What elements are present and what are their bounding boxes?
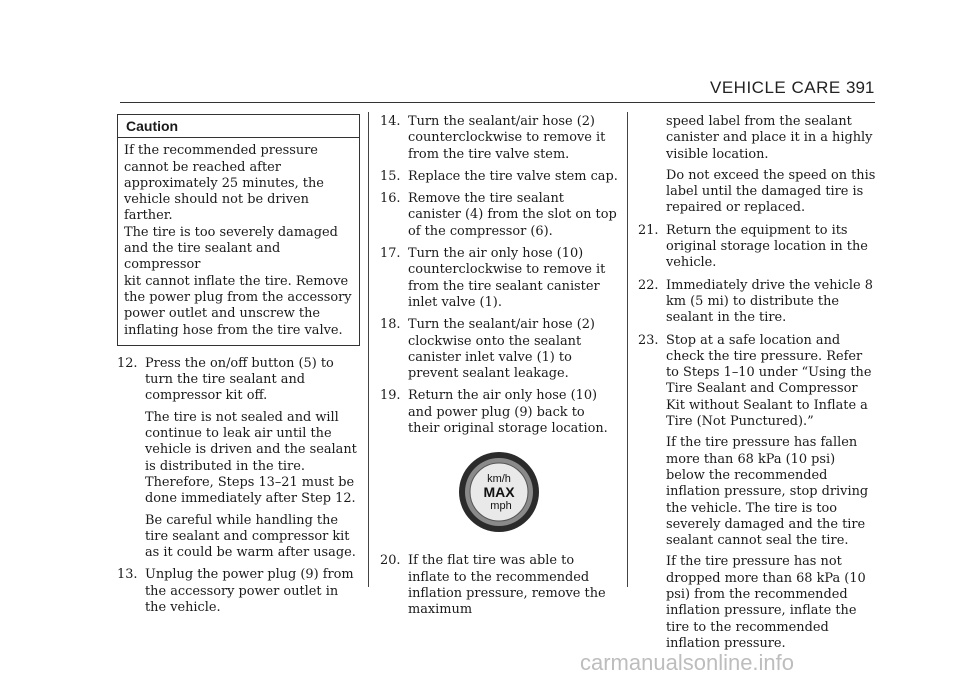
column-divider [368,112,369,587]
caution-title: Caution [118,115,359,138]
column-3 [638,114,878,658]
step-text: Press the on/off button (5) to turn the tire sealant and compressor kit off. [145,355,334,404]
step-number: 18. [380,317,401,333]
caution-line: The tire is too severely damaged [124,224,338,240]
step-12 [117,356,360,562]
step-21 [638,223,878,272]
step-note: The tire is not sealed and will continue to leak air until the vehicle is driven and the sealant is distributed in the tire. Therefore, Steps 13–21 must be done immediately after Step 12. [145,409,357,507]
caution-line: vehicle should not be driven farther. [124,192,309,224]
step-text: Turn the sealant/air hose (2) clockwise onto the sealant canister inlet valve (1) to prevent sealant leakage. [408,317,595,382]
step-22 [638,278,878,327]
step-20 [380,553,618,618]
column-divider [627,112,628,587]
column-2 [380,114,618,625]
page-number: 391 [846,78,875,97]
step-number: 22. [638,277,659,293]
caution-line: If the recommended pressure [124,143,318,159]
column-1 [117,114,360,622]
step-number: 13. [117,567,138,583]
step-number: 16. [380,191,401,207]
step-number: 19. [380,388,401,404]
step-18 [380,317,618,382]
step-note: Do not exceed the speed on this label until the damaged tire is repaired or replaced. [666,167,876,216]
caution-line: and the tire sealant and compressor [124,241,281,273]
step-14 [380,114,618,163]
step-note: Be careful while handling the tire sealant and compressor kit as it could be warm after usage. [145,512,356,561]
step-text: Turn the air only hose (10) counterclockwise to remove it from the tire sealant canister inlet valve (1). [408,246,606,310]
step-text: Remove the tire sealant canister (4) from the slot on top of the compressor (6). [408,191,617,239]
step-number: 17. [380,246,401,262]
label-unit-top: km/h [487,473,511,486]
step-text: speed label from the sealant canister and place it in a highly visible location. [666,114,873,162]
step-number: 20. [380,553,401,569]
label-max-text: MAX [483,484,515,501]
step-16 [380,191,618,240]
caution-line: power outlet and unscrew the [124,306,321,322]
step-number: 14. [380,114,401,129]
header-divider [120,102,875,103]
step-text: Replace the tire valve stem cap. [408,168,618,184]
step-17 [380,246,618,311]
label-unit-bottom: mph [490,500,512,513]
step-number: 21. [638,222,659,238]
step-23 [638,333,878,653]
caution-line: approximately 25 minutes, the [124,175,324,191]
step-text: Immediately drive the vehicle 8 km (5 mi) to distribute the sealant in the tire. [666,277,873,326]
step-text: Unplug the power plug (9) from the accessory power outlet in the vehicle. [145,567,354,616]
step-number: 12. [117,355,138,371]
caution-line: kit cannot inflate the tire. Remove [124,273,349,289]
caution-line: cannot be reached after [124,159,281,175]
caution-line: inflating hose from the tire valve. [124,322,343,338]
step-text: Stop at a safe location and check the tire pressure. Refer to Steps 1–10 under “Using the Tire Sealant and Compressor Kit without Sealant to Inflate a Tire (Not Punctured).” [666,332,872,430]
step-text: Return the air only hose (10) and power plug (9) back to their original storage location. [408,388,608,437]
max-speed-label-icon [458,451,540,533]
step-note: If the tire pressure has not dropped more than 68 kPa (10 psi) from the recommended inflation pressure, inflate the tire to the recommended inflation pressure. [666,554,866,651]
caution-text [118,138,359,345]
speed-label-figure [380,451,618,533]
step-text: If the flat tire was able to inflate to the recommended inflation pressure, remove the maximum [408,553,606,618]
step-number: 23. [638,332,659,348]
step-20-continued [638,114,878,217]
step-19 [380,388,618,437]
caution-box [117,114,360,346]
step-text: Return the equipment to its original storage location in the vehicle. [666,222,868,271]
section-title: VEHICLE CARE [710,78,841,97]
step-note: If the tire pressure has fallen more than 68 kPa (10 psi) below the recommended inflation pressure, stop driving the vehicle. The tire is too severely damaged and the tire sealant cannot seal the tire. [666,435,869,549]
step-15 [380,169,618,185]
caution-line: the power plug from the accessory [124,289,352,305]
step-13 [117,567,360,616]
step-text: Turn the sealant/air hose (2) counterclockwise to remove it from the tire valve stem. [408,114,606,162]
step-number: 15. [380,168,401,184]
watermark-link[interactable]: carmanualsonline.info [580,650,795,675]
